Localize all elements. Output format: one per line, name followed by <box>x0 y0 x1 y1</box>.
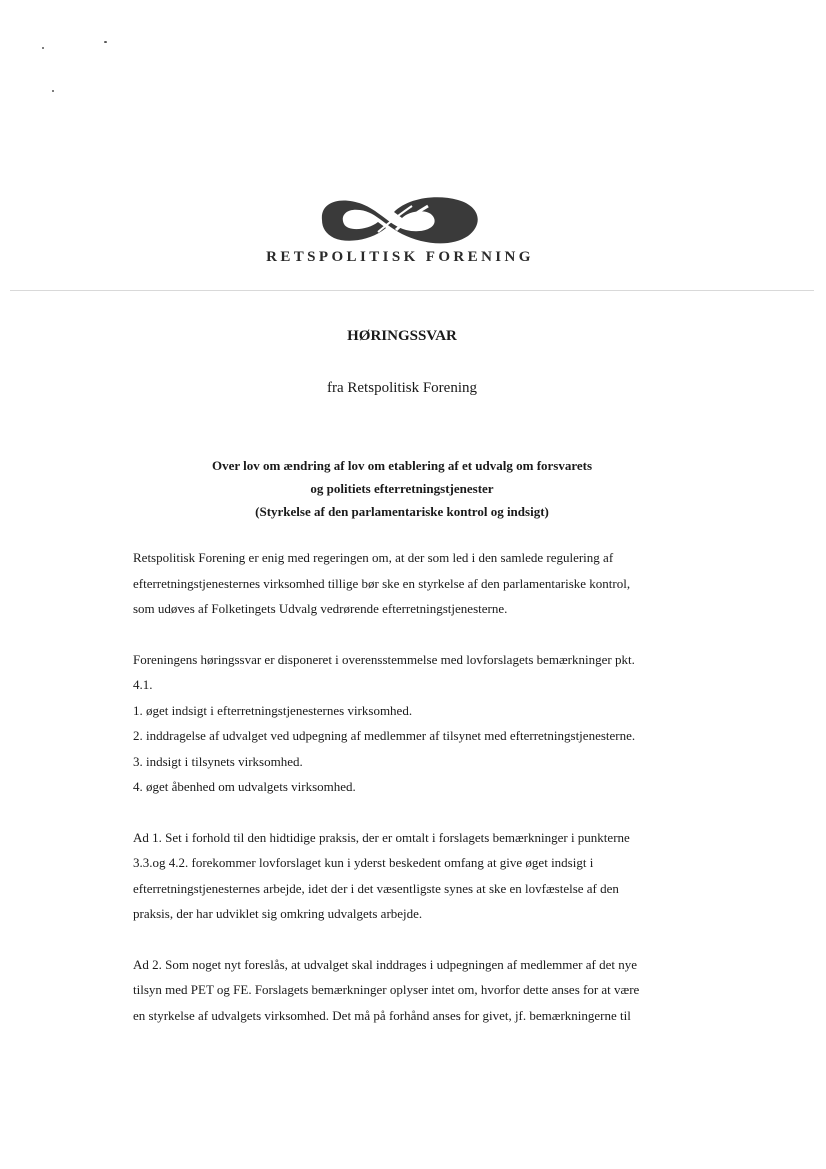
scan-speck <box>42 47 44 49</box>
text-line: Foreningens høringssvar er disponeret i overensstemmelse med lovforslagets bemærkninger pkt. <box>133 651 635 667</box>
text-line: efterretningstjenesternes virksomhed tillige bør ske en styrkelse af den parlamentariske kontrol, <box>133 575 631 591</box>
document-body <box>133 545 673 1053</box>
text-line: 4.1. <box>133 677 153 692</box>
text-line: som udøves af Folketingets Udvalg vedrørende efterretningstjenesterne. <box>133 601 508 616</box>
title-line: Over lov om ændring af lov om etablering af et udvalg om forsvarets <box>211 458 593 473</box>
text-line: en styrkelse af udvalgets virksomhed. Det må på forhånd anses for givet, jf. bemærkningerne til <box>133 1007 631 1023</box>
paragraph-ad-2 <box>133 952 673 1029</box>
document-title <box>0 454 804 523</box>
text-line: efterretningstjenesternes arbejde, idet der i det væsentligste synes at ske en lovfæstelse af den <box>133 880 619 896</box>
text-line: praksis, der har udviklet sig omkring udvalgets arbejde. <box>133 906 423 921</box>
title-line: (Styrkelse af den parlamentariske kontrol og indsigt) <box>255 504 549 519</box>
scan-speck <box>104 41 107 43</box>
organization-name: RETSPOLITISK FORENING <box>266 249 534 265</box>
text-line: 3.3.og 4.2. forekommer lovforslaget kun i yderst beskedent omfang at give øget indsigt i <box>133 855 594 870</box>
text-line: tilsyn med PET og FE. Forslagets bemærkninger oplyser intet om, hvorfor dette anses for at være <box>133 982 640 997</box>
text-line: Ad 1. Set i forhold til den hidtidige praksis, der er omtalt i forslagets bemærkninger i punkterne <box>133 829 630 845</box>
retspolitisk-forening-logo <box>318 192 484 246</box>
document-subheading: fra Retspolitisk Forening <box>327 380 477 396</box>
list-item: 3. indsigt i tilsynets virksomhed. <box>133 753 303 769</box>
title-line: og politiets efterretningstjenester <box>310 481 494 496</box>
list-item: 4. øget åbenhed om udvalgets virksomhed. <box>133 779 356 794</box>
text-line: Retspolitisk Forening er enig med regeringen om, at der som led i den samlede regulering af <box>133 550 614 565</box>
paragraph-agreement <box>133 545 673 622</box>
text-line: Ad 2. Som noget nyt foreslås, at udvalget skal inddrages i udpegningen af medlemmer af det nye <box>133 956 637 972</box>
list-item: 1. øget indsigt i efterretningstjenesternes virksomhed. <box>133 702 413 718</box>
header-divider <box>10 290 814 291</box>
paragraph-ad-1 <box>133 825 673 927</box>
scan-speck <box>52 90 54 92</box>
list-item: 2. inddragelse af udvalget ved udpegning af medlemmer af tilsynet med efterretningstjenesterne. <box>133 728 636 743</box>
document-heading: HØRINGSSVAR <box>347 328 457 344</box>
paragraph-disposition <box>133 647 673 800</box>
